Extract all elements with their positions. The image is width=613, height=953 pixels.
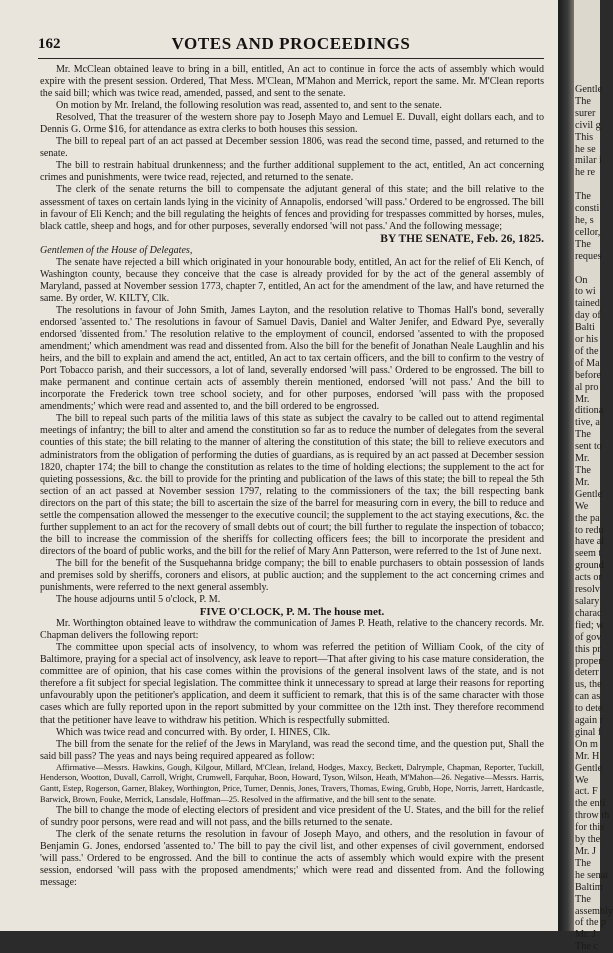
margin-word: The bbox=[575, 857, 591, 869]
margin-word: cellor, bbox=[575, 226, 601, 238]
paragraph: Which was twice read and concurred with. By order, I. HINES, Clk. bbox=[56, 726, 331, 738]
paragraph: The bill to repeal such parts of the militia laws of this state as subject the cavalry to be called out to attend regimental meetings of infantry; the bill to alter and amend the constitution so far as to reduce the number of delegates from the several counties of this state; the bill relating to the manner of altering the constitution of this state; the bill to relieve executors and administrators from the obligation of performing the duties of guardians, as is required by an act passed at December session 1820, chapter 174; the bill to change the constitution as relates to the time of holding elections; the supplement to the act for quieting possessions, &c. the bill to provide for the printing and publication of the laws of this state; the bill to repeal the 5th section of an act passed at November session 1797, relating to the commissioners of the tax; the bill respecting bank directors on the part of this state; the bill to ascertain the size of the barrel for measuring corn in every, the bill to reduce and settle the compensation allowed the messenger to the executive council; the supplement to the act staying executions, &c. the further supplement to an act for the recovery of small debts out of court; the bill further to regulate the inspection of tobacco; the bill to increase the commission of the sheriffs for collecting officers fees; the bill to incorporate the president and directors of the board of public works, and the bill for the relief of Mary Ann Patterson, were referred to the 1st of June next. bbox=[40, 413, 544, 557]
paragraph: The bill from the senate for the relief of the Jews in Maryland, was read the second time, and the question put, Shall the said bill pass? The yeas and nays being required appeared as follow: bbox=[40, 738, 544, 762]
margin-word: day of bbox=[575, 310, 601, 322]
margin-word: sent to bbox=[575, 441, 602, 453]
margin-word: act. F bbox=[575, 786, 598, 798]
margin-word: of Ma bbox=[575, 357, 600, 369]
margin-word: We bbox=[575, 500, 589, 512]
margin-word: throw th bbox=[575, 810, 610, 822]
margin-word: The bbox=[575, 191, 591, 203]
paragraph: On motion by Mr. Ireland, the following resolution was read, assented to, and sent to the senate. bbox=[56, 100, 442, 112]
section-heading: FIVE O'CLOCK, P. M. The house met. bbox=[199, 606, 385, 619]
margin-word: resolv bbox=[575, 584, 600, 596]
margin-word: can as bbox=[575, 691, 601, 703]
margin-word: assembly bbox=[575, 905, 613, 917]
margin-word: On bbox=[575, 274, 588, 286]
margin-word: the pa bbox=[575, 512, 600, 524]
margin-word: deterr bbox=[575, 667, 599, 679]
margin-word: Mr. H bbox=[575, 750, 600, 762]
margin-word: of the p bbox=[575, 917, 607, 929]
salutation: Gentlemen of the House of Delegates, bbox=[40, 244, 193, 256]
paragraph: The bill to repeal part of an act passed at December session 1806, was read the second time, passed, and returned to the senate. bbox=[40, 136, 544, 160]
margin-word: Mr. J bbox=[575, 846, 596, 857]
running-head-title: VOTES AND PROCEEDINGS bbox=[171, 34, 411, 53]
margin-word: ginal f bbox=[575, 726, 602, 738]
margin-word: We bbox=[575, 774, 589, 786]
margin-word: consti bbox=[575, 203, 600, 215]
margin-word: he senat bbox=[575, 869, 609, 881]
paragraph: Mr. Worthington obtained leave to withdraw the communication of James P. Heath, relative to the chancery records. Mr. Chapman delivers the following report: bbox=[40, 618, 544, 642]
margin-word: The bbox=[575, 429, 591, 441]
margin-word: us, the bbox=[575, 679, 602, 691]
margin-word: tained bbox=[575, 298, 600, 310]
adjacent-page-margin bbox=[574, 0, 613, 953]
signature-line: BY THE SENATE, Feb. 26, 1825. bbox=[380, 232, 544, 245]
paragraph: Mr. McClean obtained leave to bring in a bill, entitled, An act to continue in force the acts of assembly which would expire with the present session. Ordered, That Mess. M'Clean, M'Mahon and Merrick, report the same. Mr. M'Clean reports the said bill; which was twice read, amended, passed, and sent to the senate. bbox=[40, 64, 544, 100]
body-text bbox=[40, 64, 544, 889]
margin-word: proper bbox=[575, 655, 602, 667]
margin-word: The bbox=[575, 95, 591, 107]
margin-word: of gov bbox=[575, 631, 602, 643]
margin-word: Mr. bbox=[575, 476, 590, 488]
margin-word: al pro bbox=[575, 381, 599, 393]
margin-word: by the bbox=[575, 834, 601, 846]
paragraph: The senate have rejected a bill which originated in your honourable body, entitled, An act for the relief of Eli Kench, of Washington county, because they conceive that the case is already provided for by the act of the general assembly of Maryland, passed at November session 1773, chapter 7, entitled, An act for the amendment of the law, and have returned the same. By order, W. KILTY, Clk. bbox=[40, 256, 544, 304]
margin-word: reques bbox=[575, 250, 602, 262]
margin-word bbox=[574, 179, 600, 191]
margin-word: Mr. bbox=[575, 453, 590, 465]
paragraph: Resolved, That the treasurer of the western shore pay to Joseph Mayo and Lemuel E. Duvall, eight dollars each, and to Dennis G. Orme $16, for attendance as extra clerks to both houses this session. bbox=[40, 112, 544, 136]
margin-word: charac bbox=[575, 607, 602, 619]
page-header bbox=[38, 34, 544, 56]
margin-word: salary bbox=[575, 595, 600, 607]
margin-word: This bbox=[575, 131, 594, 143]
margin-word: seem t bbox=[575, 548, 602, 560]
paragraph: The committee upon special acts of insolvency, to whom was referred the petition of William Cook, of the city of Baltimore, praying for a special act of insolvency, ask leave to report—That after giving to his case mature consideration, the committee are of opinion, that his case comes within the provisions of the general insolvent laws of the state, and is not therefore a fit subject for special legislation. The committee think it unnecessary to spread at large their reasons for reporting unfavourably upon the petitioner's application, and deem it sufficient to remark, that this is of the same character with those cases which are fully reported upon in the report submitted by your committee on the 12th inst. They therefore recommend that the petitioner have leave to withdraw his petition. Which is respectfully submitted. bbox=[40, 642, 544, 726]
margin-word: Mr. J bbox=[575, 929, 596, 941]
header-rule bbox=[38, 58, 544, 59]
margin-word bbox=[574, 263, 600, 275]
margin-word: again r bbox=[575, 715, 604, 727]
paragraph: The bill to restrain habitual drunkenness; and the further additional supplement to the act, entitled, An act concerning crimes and punishments, were twice read, rejected, and returned to the senate. bbox=[40, 160, 544, 184]
margin-word: before bbox=[575, 369, 602, 381]
margin-word: milar i bbox=[575, 155, 602, 167]
margin-word: civil g bbox=[575, 119, 601, 131]
margin-word: surer bbox=[575, 107, 596, 119]
margin-word: Baltim bbox=[575, 881, 603, 893]
margin-word: of the bbox=[575, 345, 599, 357]
margin-word: he re bbox=[575, 167, 596, 179]
margin-word: or his bbox=[575, 334, 598, 346]
margin-word: have al bbox=[575, 536, 605, 548]
margin-word: ground bbox=[575, 560, 604, 572]
margin-word: Gentle bbox=[575, 488, 603, 500]
margin-word: the enti bbox=[575, 798, 606, 810]
margin-word: On m bbox=[575, 738, 598, 750]
paragraph: The bill to change the mode of electing electors of president and vice president of the U. States, and the bill for the relief of sundry poor persons, were read and will not pass, and the bills returned to the senate. bbox=[40, 805, 544, 829]
page-number: 162 bbox=[38, 36, 61, 52]
margin-word: The bbox=[575, 238, 591, 250]
margin-word: tive, a bbox=[575, 417, 600, 429]
margin-word: he, s bbox=[575, 214, 594, 226]
margin-word: Gentle bbox=[575, 762, 603, 774]
paragraph: The clerk of the senate returns the resolution in favour of Joseph Mayo, and others, and the resolution in favour of Benjamin G. Jones, endorsed 'assented to.' The bill to pay the civil list, and other expenses of civil government, endorsed 'will pass.' Ordered to be engrossed. And the bill to continue the acts of assembly which would expire with the present session, endorsed 'will pass with the proposed amendments;' which were read and dissented from. And the following message: bbox=[40, 829, 544, 889]
paragraph: The house adjourns until 5 o'clock, P. M. bbox=[56, 594, 221, 606]
book-gutter bbox=[558, 0, 574, 931]
margin-word: to redu bbox=[575, 524, 604, 536]
paragraph: The clerk of the senate returns the bill to compensate the adjutant general of this state; and the bill relative to the assessment of taxes on certain lands lying in the vicinity of Annapolis, endorsed 'will pass.' Ordered to be engrossed. The bill in favour of Eli Kench; and the bill regulating the heights of fences and providing for trespasses committed by horses, mules, black cattle, sheep and hogs, and for other purposes, severally endorsed 'will not pass.' And the following message; bbox=[40, 184, 544, 232]
margin-word: to dete bbox=[575, 703, 603, 715]
margin-word: ditiona bbox=[575, 405, 604, 417]
margin-word: Mr. bbox=[575, 393, 590, 405]
margin-word: Gentle bbox=[575, 84, 603, 95]
margin-word: acts or bbox=[575, 572, 602, 584]
paragraph: The resolutions in favour of John Smith, James Layton, and the resolution relative to Thomas Hall's bond, severally endorsed 'assented to.' The resolutions in favour of Samuel Davis, Daniel and Walter Jenifer, and Edward Pye, severally endorsed 'dissented from.' The resolution relative to the employment of council, endorsed 'assented to with the proposed amendment;' which amendment was read and dissented from. Also the bill for the benefit of Jonathan Neale Laughlin and his heirs, and the bill to explain and amend the act, entitled, An act to tax certain officers, and the bill to confirm to the vestry of Port Tobacco parish, and their successors, a lot of land, severally endorsed 'will pass.' Ordered to be engrossed. The bill to make permanent and continue certain acts of assembly therein mentioned, endorsed 'will not pass.' And the bill to incorporate the Frederick town tree school society, and for other purposes, endorsed 'will pass with the proposed amendments;' which were read and assented to, and the bill ordered to be engrossed. bbox=[40, 304, 544, 413]
margin-word: The bbox=[575, 893, 591, 905]
margin-word: The bbox=[575, 465, 591, 476]
paragraph: The bill for the benefit of the Susquehanna bridge company; the bill to enable purchasers to obtain possession of lands and premises sold by sheriffs, coroners and elisors, at public auction; and the supplement to the act concerning crimes and punishments, were referred to the next general assembly. bbox=[40, 557, 544, 594]
margin-word: this pr bbox=[575, 643, 601, 655]
margin-word: for this bbox=[575, 822, 605, 834]
margin-word: The c bbox=[575, 941, 598, 953]
paragraph: Affirmative—Messrs. Hawkins, Gough, Kilgour, Millard, M'Clean, Ireland, Hodges, Maxcy, Beckett, Dalrymple, Chapman, Reporter, Tuckill, Henderson, Wootton, Duvall, Carroll, Wright, Crumwell, Farquhar, Boon, Howard, Tyson, Wilson, Heath, M'Mahon—26. Negative—Messrs. Harris, Gantt, Estep, Rogerson, Garner, Blakey, Worthington, Price, Turner, Dennis, Jones, Travers, Thomas, Ewing, Grubb, Hope, Norris, Jarrett, Hardcastle, Barwick, Brown, Fouke, Merrick, Lansdale, Hoffman—25. Resolved in the affirmative, and the bill sent to the senate. bbox=[40, 762, 544, 804]
margin-word: he se bbox=[575, 143, 596, 155]
margin-word: Balti bbox=[575, 322, 595, 334]
margin-word: fied; w bbox=[575, 619, 604, 631]
margin-word: to wi bbox=[575, 286, 596, 298]
